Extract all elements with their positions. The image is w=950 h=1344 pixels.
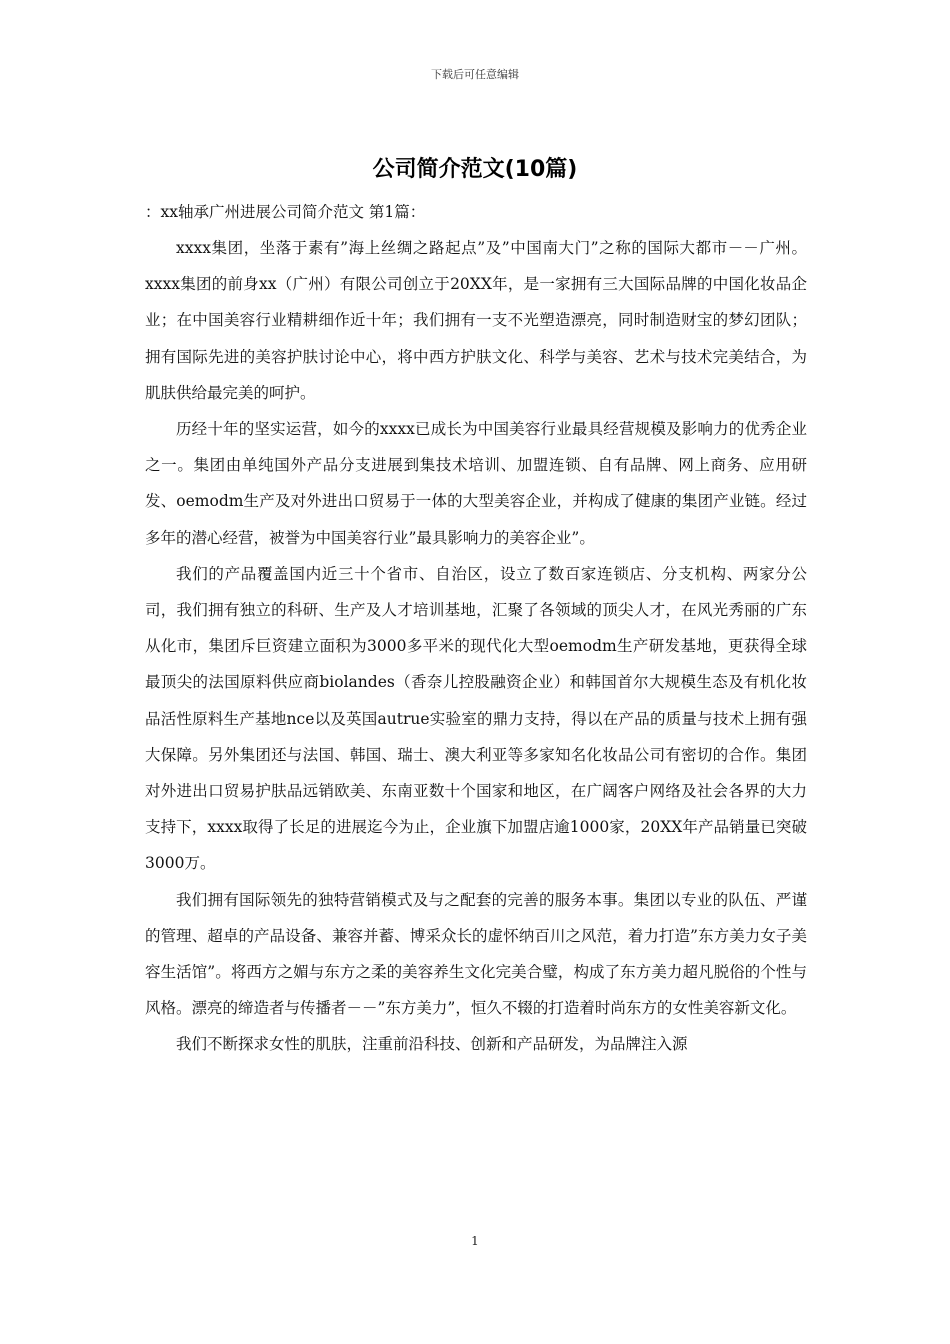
document-body bbox=[145, 194, 807, 1063]
paragraph-1: xxxx集团，坐落于素有”海上丝绸之路起点”及”中国南大门”之称的国际大都市－－广州。xxxx集团的前身xx（广州）有限公司创立于20XX年，是一家拥有三大国际品牌的中国化妆品企业；在中国美容行业精耕细作近十年；我们拥有一支不光塑造漂亮，同时制造财宝的梦幻团队；拥有国际先进的美容护肤讨论中心，将中西方护肤文化、科学与美容、艺术与技术完美结合，为肌肤供给最完美的呵护。 bbox=[145, 239, 807, 402]
page-number: 1 bbox=[471, 1234, 479, 1248]
paragraph-5: 我们不断探求女性的肌肤，注重前沿科技、创新和产品研发，为品牌注入源 bbox=[176, 1035, 688, 1054]
paragraph-2: 历经十年的坚实运营，如今的xxxx已成长为中国美容行业最具经营规模及影响力的优秀企业之一。集团由单纯国外产品分支进展到集技术培训、加盟连锁、自有品牌、网上商务、应用研发、oemodm生产及对外进出口贸易于一体的大型美容企业，并构成了健康的集团产业链。经过多年的潜心经营，被誉为中国美容行业”最具影响力的美容企业”。 bbox=[145, 420, 807, 547]
header-note: 下载后可任意编辑 bbox=[431, 68, 519, 81]
paragraph-3: 我们的产品覆盖国内近三十个省市、自治区，设立了数百家连锁店、分支机构、两家分公司，我们拥有独立的科研、生产及人才培训基地，汇聚了各领域的顶尖人才，在风光秀丽的广东从化市，集团斥巨资建立面积为3000多平米的现代化大型oemodm生产研发基地，更获得全球最顶尖的法国原料供应商biolandes（香奈儿控股融资企业）和韩国首尔大规模生态及有机化妆品活性原料生产基地nce以及英国autrue实验室的鼎力支持，得以在产品的质量与技术上拥有强大保障。另外集团还与法国、韩国、瑞士、澳大利亚等多家知名化妆品公司有密切的合作。集团对外进出口贸易护肤品远销欧美、东南亚数十个国家和地区，在广阔客户网络及社会各界的大力支持下，xxxx取得了长足的进展迄今为止，企业旗下加盟店逾1000家，20XX年产品销量已突破3000万。 bbox=[145, 564, 807, 873]
paragraph-4: 我们拥有国际领先的独特营销模式及与之配套的完善的服务本事。集团以专业的队伍、严谨的管理、超卓的产品设备、兼容并蓄、博采众长的虚怀纳百川之风范，着力打造”东方美力女子美容生活馆”。将西方之媚与东方之柔的美容养生文化完美合璧，构成了东方美力超凡脱俗的个性与风格。漂亮的缔造者与传播者－－”东方美力”，恒久不辍的打造着时尚东方的女性美容新文化。 bbox=[145, 890, 807, 1018]
document-title: 公司简介范文(10篇) bbox=[372, 157, 578, 182]
intro-line: ：xx轴承广州进展公司简介范文 第1篇： bbox=[145, 203, 426, 221]
